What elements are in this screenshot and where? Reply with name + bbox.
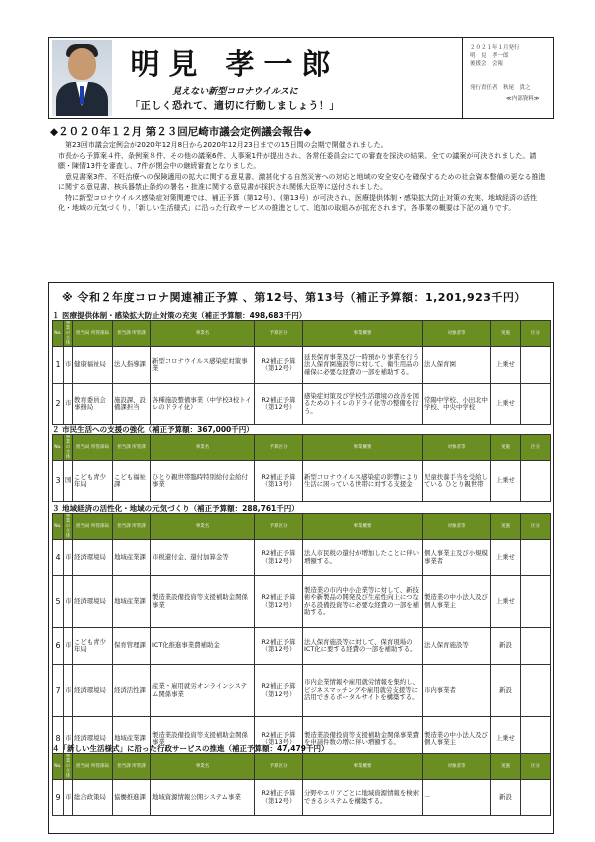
table-cell: 製造業の中小法人及び個人事業主 — [423, 576, 491, 628]
report-paragraph: 意見書案3件、不妊治療への保険適用の拡大に関する意見書、激甚化する自然災害への対応と地域の安全安心を確保するための社会資本整備の更なる推進に関する意見書、核兵器禁止条約の署名・批准に関する意見書が採択され関係大臣等に送付されました。 — [58, 172, 546, 191]
table-cell: 上乗せ — [491, 384, 521, 425]
table-cell: こども青少年局 — [73, 628, 113, 665]
section-title: ２ 市民生活への支援の強化（補正予算額：367,000千円） — [52, 425, 254, 434]
table-cell: 新型コロナウイルス感染症の影響により生活に困っている世帯に対する支援金 — [303, 461, 423, 502]
table-cell: 感染症対策及び学校生活環境の改善を図るためのトイレのドライ化等の整備を行う。 — [303, 384, 423, 425]
table-cell: ICT化推進事業費補助金 — [151, 628, 255, 665]
table-cell: 新設 — [491, 665, 521, 717]
table-cell: 市 — [64, 780, 73, 816]
table-cell: 分野やエリアごとに地域資源情報を検索できるシステムを構築する。 — [303, 780, 423, 816]
table-cell-empty — [521, 628, 551, 665]
table-cell: 8 — [53, 717, 64, 762]
column-header: 予算区分 — [255, 514, 303, 540]
table-cell: R2補正予算（第12号） — [255, 347, 303, 384]
table-cell: 製造業設備投資等支援補助金関係事業費を申請件数の増に伴い増額する。 — [303, 717, 423, 762]
table-cell: 市 — [64, 628, 73, 665]
internal-note: ≪内部資料≫ — [506, 96, 540, 102]
table-cell: 市 — [64, 347, 73, 384]
column-header: 事業概要 — [303, 514, 423, 540]
table-cell: 市税還付金、還付加算金等 — [151, 540, 255, 576]
table-cell: 保育管理課 — [113, 628, 151, 665]
column-header: 担当課 所管課 — [113, 514, 151, 540]
table-cell-empty — [521, 384, 551, 425]
column-header: No. — [53, 321, 64, 347]
column-header: 事業名 — [151, 321, 255, 347]
table-cell: 2 — [53, 384, 64, 425]
table-cell: 国 — [64, 461, 73, 502]
table-cell: R2補正予算（第12号） — [255, 384, 303, 425]
table-cell: 市内事業者 — [423, 665, 491, 717]
table-cell: － — [423, 780, 491, 816]
column-header: 対象者等 — [423, 435, 491, 461]
budget-table — [52, 753, 551, 816]
column-header: 事業概要 — [303, 321, 423, 347]
table-cell: 個人事業主及び小規模事業者 — [423, 540, 491, 576]
budget-table — [52, 513, 551, 762]
column-header: 予算区分 — [255, 754, 303, 780]
table-cell: 地域資源情報公開システム事業 — [151, 780, 255, 816]
table-cell: こども青少年局 — [73, 461, 113, 502]
table-cell: 製造業の市内中小企業等に対して、新技術や新製品の開発及び生産性向上につながる設備投資等に必要な経費の一部を補助する。 — [303, 576, 423, 628]
table-cell: 法人保育園 — [423, 347, 491, 384]
table-cell: 製造業の中小法人及び個人事業主 — [423, 717, 491, 762]
table-cell: 協働推進課 — [113, 780, 151, 816]
politician-name: 明見 孝一郎 — [130, 47, 340, 81]
header-divider — [462, 37, 463, 119]
table-cell: 新型コロナウイルス感染症対策事業 — [151, 347, 255, 384]
column-header: 予算区分 — [255, 435, 303, 461]
table-cell-empty — [521, 780, 551, 816]
publisher-line: 発行責任者 秋尾 貴之 — [470, 85, 531, 91]
table-cell: 地域産業課 — [113, 717, 151, 762]
table-cell: R2補正予算（第12号） — [255, 665, 303, 717]
table-cell: 経済環境局 — [73, 665, 113, 717]
column-header: 区分 — [521, 754, 551, 780]
table-cell: 地域産業課 — [113, 576, 151, 628]
column-header: 事業の主体 — [64, 754, 73, 780]
table-cell: 法人指導課 — [113, 347, 151, 384]
table-cell: 地域産業課 — [113, 540, 151, 576]
table-cell: 法人市民税の還付が増加したことに伴い増額する。 — [303, 540, 423, 576]
slogan-line-2: 「正しく恐れて、適切に行動しましょう！」 — [130, 101, 340, 112]
section-title: ３ 地域経済の活性化・地域の元気づくり（補正予算額：288,761千円） — [52, 504, 299, 513]
column-header: 担当局 所管部局 — [73, 754, 113, 780]
issuer-name: 明 見 孝一郎 — [470, 53, 509, 59]
table-cell: 総合政策局 — [73, 780, 113, 816]
column-header: 事業名 — [151, 514, 255, 540]
table-cell: 5 — [53, 576, 64, 628]
table-cell: 経済環境局 — [73, 717, 113, 762]
table-cell: R2補正予算（第12号） — [255, 780, 303, 816]
table-cell: 1 — [53, 347, 64, 384]
table-cell-empty — [521, 347, 551, 384]
table-cell-empty — [521, 576, 551, 628]
budget-table — [52, 320, 551, 425]
table-cell: 市 — [64, 384, 73, 425]
table-cell: ひとり親世帯臨時特別給付金給付事業 — [151, 461, 255, 502]
column-header: 対象者等 — [423, 514, 491, 540]
budget-title: ※ 令和２年度コロナ関連補正予算 、第12号、第13号（補正予算額：1,201,923千円） — [62, 291, 526, 304]
table-cell: 7 — [53, 665, 64, 717]
table-cell: 延長保育事業及び一時預かり事業を行う法人保育園施設等に対して、衛生用品の確保に必要な経費の一部を補助する。 — [303, 347, 423, 384]
column-header: 事業名 — [151, 435, 255, 461]
table-cell: 製造業設備投資等支援補助金関係事業 — [151, 717, 255, 762]
column-header: 事業概要 — [303, 754, 423, 780]
column-header: 区分 — [521, 514, 551, 540]
table-row — [53, 347, 551, 384]
table-cell: 上乗せ — [491, 576, 521, 628]
portrait-photo — [52, 40, 112, 116]
table-cell: 経済環境局 — [73, 540, 113, 576]
table-row — [53, 384, 551, 425]
table-cell: 施設課、設備課担当 — [113, 384, 151, 425]
column-header: 実施 — [491, 435, 521, 461]
issue-date: ２０２１年１月発行 — [470, 45, 520, 51]
table-cell: 常陽中学校、小田北中学校、中央中学校 — [423, 384, 491, 425]
table-cell: 法人保育施設等に対して、保育現場のICT化に要する経費の一部を補助する。 — [303, 628, 423, 665]
table-cell: 上乗せ — [491, 461, 521, 502]
table-cell: R2補正予算（第13号） — [255, 461, 303, 502]
column-header: 担当局 所管部局 — [73, 435, 113, 461]
column-header: 担当局 所管部局 — [73, 321, 113, 347]
column-header: 対象者等 — [423, 754, 491, 780]
table-cell: 新設 — [491, 780, 521, 816]
table-cell: 市 — [64, 576, 73, 628]
table-cell-empty — [521, 461, 551, 502]
column-header: 担当課 所管課 — [113, 435, 151, 461]
column-header: 事業の主体 — [64, 435, 73, 461]
table-cell: 製造業設備投資等支援補助金関係事業 — [151, 576, 255, 628]
table-cell: 市 — [64, 540, 73, 576]
column-header: 実施 — [491, 754, 521, 780]
table-row — [53, 540, 551, 576]
table-cell: 市内企業情報や雇用就労情報を集約し、ビジネスマッチングや雇用就労支援等に活用できるポータルサイトを構築する。 — [303, 665, 423, 717]
table-cell: 経済活性課 — [113, 665, 151, 717]
report-paragraph: 特に新型コロナウイルス感染症対策関連では、補正予算（第12号）、(第13号）が可決され、医療提供体制・感染拡大防止対策の充実、地域経済の活性化・地域の元気づくり、「新しい生活様式」に沿った行政サービスの推進として、追加の取組みが拡充されます。各事業の概要は下記の通りです。 — [58, 193, 538, 212]
table-cell: 上乗せ — [491, 540, 521, 576]
table-cell: 経済環境局 — [73, 576, 113, 628]
section-title: １ 医療提供体制・感染拡大防止対策の充実（補正予算額：498,683千円） — [52, 311, 307, 320]
column-header: 担当課 所管課 — [113, 754, 151, 780]
column-header: No. — [53, 514, 64, 540]
column-header: 区分 — [521, 435, 551, 461]
table-cell: R2補正予算（第12号） — [255, 628, 303, 665]
issue-info — [470, 44, 520, 68]
table-cell: 上乗せ — [491, 347, 521, 384]
report-paragraph: 第23回市議会定例会が2020年12月8日から2020年12月23日までの15日間の会期で開催されました。 — [65, 141, 388, 149]
report-paragraph: 市長から予算案４件、条例案８件、その他の議案6件、人事案1件が提出され、各常任委員会にての審査を採決の結果、全ての議案が可決されました。請願・陳情13件を審査し、7件が閉会中の継続審査となりました。 — [58, 151, 537, 170]
table-cell: 教育委員会事務局 — [73, 384, 113, 425]
column-header: 事業の主体 — [64, 321, 73, 347]
column-header: 事業概要 — [303, 435, 423, 461]
table-cell: 上乗せ — [491, 717, 521, 762]
report-body — [58, 140, 548, 214]
table-row — [53, 665, 551, 717]
table-cell: 法人保育施設等 — [423, 628, 491, 665]
column-header: 担当局 所管部局 — [73, 514, 113, 540]
table-cell: 3 — [53, 461, 64, 502]
report-heading: ◆２０２０年１２月 第２３回尼崎市議会定例議会報告◆ — [50, 126, 312, 138]
table-cell: 市 — [64, 665, 73, 717]
column-header: 対象者等 — [423, 321, 491, 347]
table-cell: 健康福祉局 — [73, 347, 113, 384]
table-cell: R2補正予算（第12号） — [255, 576, 303, 628]
table-cell-empty — [521, 665, 551, 717]
section-title: ４「新しい生活様式」に沿った行政サービスの推進（補正予算額：47,479千円） — [52, 744, 329, 753]
table-row — [53, 576, 551, 628]
table-cell: 9 — [53, 780, 64, 816]
column-header: 区分 — [521, 321, 551, 347]
table-row — [53, 628, 551, 665]
table-row — [53, 780, 551, 816]
table-row — [53, 461, 551, 502]
table-cell: 新設 — [491, 628, 521, 665]
slogan-line-1: 見えない新型コロナウイルスに — [172, 87, 298, 97]
column-header: 実施 — [491, 321, 521, 347]
table-cell: こども福祉課 — [113, 461, 151, 502]
table-cell: 児童扶養手当を受給している ひとり親世帯 — [423, 461, 491, 502]
column-header: 事業の主体 — [64, 514, 73, 540]
table-cell: 産業・雇用就労オンラインシステム関係事業 — [151, 665, 255, 717]
table-cell: R2補正予算（第13号） — [255, 717, 303, 762]
table-cell: R2補正予算（第12号） — [255, 540, 303, 576]
table-cell: 6 — [53, 628, 64, 665]
column-header: 実施 — [491, 514, 521, 540]
column-header: No. — [53, 435, 64, 461]
column-header: No. — [53, 754, 64, 780]
table-cell-empty — [521, 540, 551, 576]
budget-table — [52, 434, 551, 502]
column-header: 担当課 所管課 — [113, 321, 151, 347]
table-cell: 市 — [64, 717, 73, 762]
table-cell: 4 — [53, 540, 64, 576]
issuer-org: 後援会 会報 — [470, 61, 504, 67]
column-header: 事業名 — [151, 754, 255, 780]
table-cell: 各種施設整備事業（中学校3校トイレのドライ化） — [151, 384, 255, 425]
column-header: 予算区分 — [255, 321, 303, 347]
